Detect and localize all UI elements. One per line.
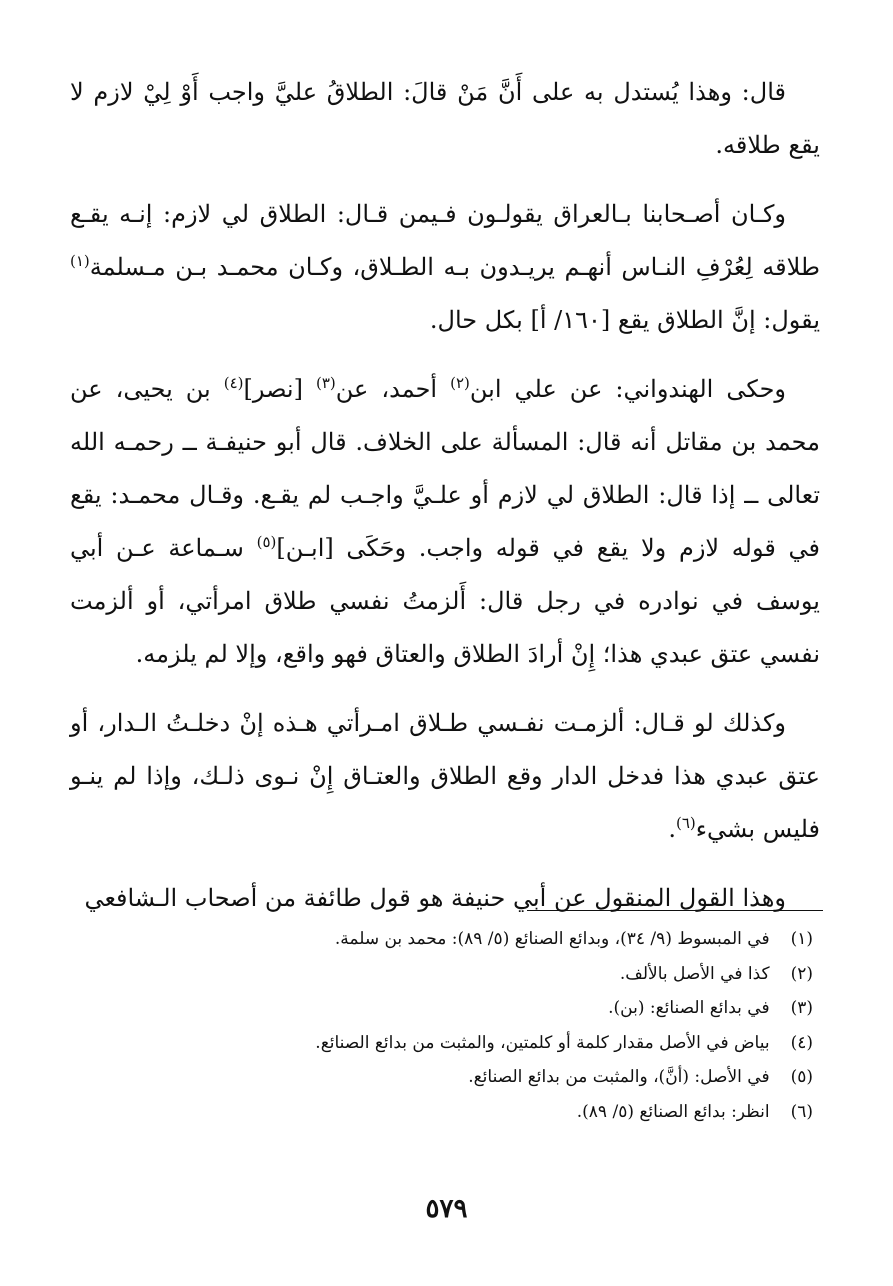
paragraph-text: وكذلك لو قـال: ألزمـت نفـسي طـلاق امـرأتي هـذه إنْ دخلـتُ الـدار، أو عتق عبدي هذا فدخل الدار وقع الطلاق والعتـاق إِنْ نـوى ذلـك، وإذا لم ينـو فليس بشيء	[70, 709, 820, 843]
footnote-marker-2[interactable]: (٢)	[450, 374, 470, 392]
footnote-number: (٦)	[790, 1101, 813, 1122]
footnote-6	[73, 1095, 813, 1130]
footnote-1	[73, 922, 813, 957]
footnote-marker-1[interactable]: (١)	[70, 252, 90, 270]
footnote-text: في بدائع الصنائع: (بن).	[608, 998, 770, 1018]
footnote-2	[73, 957, 813, 992]
paragraph-2	[70, 188, 820, 347]
paragraph-5	[70, 872, 820, 925]
footnote-number: (٣)	[790, 998, 813, 1018]
paragraph-text: يقول: إنَّ الطلاق يقع [١٦٠/ أ] بكل حال.	[429, 306, 820, 334]
footnote-number: (١)	[790, 929, 813, 949]
footnote-4	[73, 1026, 813, 1061]
paragraph-text: .	[668, 815, 676, 843]
footnote-marker-5[interactable]: (٥)	[256, 533, 277, 551]
paragraph-1	[70, 66, 820, 172]
footnote-number: (٢)	[790, 963, 813, 984]
footnote-text: كذا في الأصل بالألف.	[619, 963, 770, 984]
footnote-marker-3[interactable]: (٣)	[316, 374, 336, 392]
footnote-text: في الأصل: (أنَّ)، والمثبت من بدائع الصنائع.	[468, 1067, 770, 1087]
footnotes-list	[73, 922, 813, 1129]
paragraph-text: وكـان أصـحابنا بـالعراق يقولـون فـيمن قـال: الطلاق لي لازم: إنـه يقـع طلاقه لِعُرْفِ النـاس أنهـم يريـدون بـه الطـلاق، وكـان محمـد بـن مـسلمة	[70, 200, 820, 281]
paragraph-text: بن يحيى، عن محمد بن مقاتل أنه قال: المسألة على الخلاف. قال أبو حنيفـة ــ رحمـه الله تعالى ــ إذا قال: الطلاق لي لازم أو علـيَّ واجـب لم يقـع. وقـال محمـد: يقع في قوله لازم ولا يقع في قوله واجب. وحَكَى [ابـن]	[70, 375, 821, 562]
main-text	[70, 66, 820, 925]
footnote-number: (٤)	[790, 1032, 813, 1053]
footnote-text: في المبسوط (٩/ ٣٤)، وبدائع الصنائع (٥/ ٨٩): محمد بن سلمة.	[334, 929, 770, 949]
footnote-number: (٥)	[790, 1067, 813, 1087]
paragraph-text: وحكى الهندواني: عن علي ابن	[469, 375, 787, 403]
footnote-text: انظر: بدائع الصنائع (٥/ ٨٩).	[576, 1101, 770, 1122]
footnote-text: بياض في الأصل مقدار كلمة أو كلمتين، والمثبت من بدائع الصنائع.	[315, 1032, 770, 1053]
footnote-marker-4[interactable]: (٤)	[223, 374, 244, 392]
paragraph-text: سـماعة عـن أبي يوسف في نوادره في رجل قال: أَلزمتُ نفسي طلاق امرأتي، أو ألزمت نفسي عتق عبدي هذا؛ إِنْ أرادَ الطلاق والعتاق فهو واقع، وإلا لم يلزمه.	[70, 534, 820, 668]
footnote-5	[73, 1060, 813, 1095]
paragraph-text: وهذا القول المنقول عن أبي حنيفة هو قول طائفة من أصحاب الـشافعي	[84, 884, 786, 912]
page-body	[70, 66, 820, 925]
paragraph-4	[70, 697, 820, 856]
page-number: ٥٧٩	[425, 1194, 468, 1224]
paragraph-text: أحمد، عن	[335, 375, 451, 403]
paragraph-3	[70, 363, 820, 681]
footnote-divider	[527, 910, 823, 911]
paragraph-text: قال: وهذا يُستدل به على أَنَّ مَنْ قالَ: الطلاقُ عليَّ واجب أَوْ لِيْ لازم لا يقع طلاقه.	[70, 78, 820, 159]
paragraph-text: [نصر]	[243, 375, 316, 403]
footnote-3	[73, 991, 813, 1026]
footnote-marker-6[interactable]: (٦)	[675, 814, 696, 832]
